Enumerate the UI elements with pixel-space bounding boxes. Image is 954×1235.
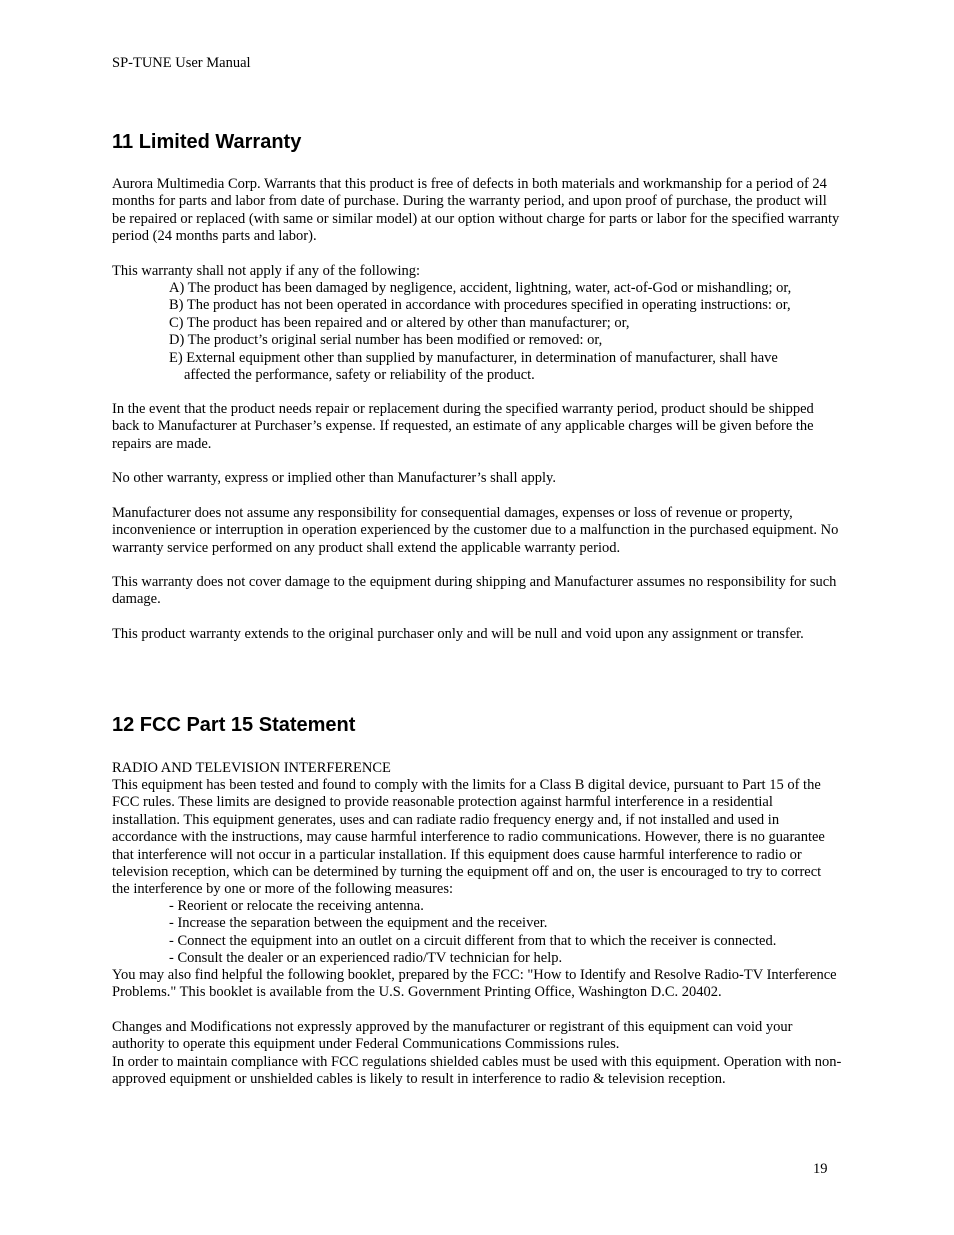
section-title-warranty: 11 Limited Warranty: [112, 131, 302, 153]
section-title-fcc: 12 FCC Part 15 Statement: [112, 714, 356, 736]
fcc-body: This equipment has been tested and found to comply with the limits for a Class B digital device, pursuant to Part 15 of the FCC rules. These limits are designed to provide reasonable protection against harmful interference in a residential installation. This equipment generates, uses and can radiate radio frequency energy and, if not installed and used in accordance with the instructions, may cause harmful interference to radio communications. However, there is no guarantee that interference will not occur in a particular installation. If this equipment does cause harmful interference to radio or television reception, which can be determined by turning the equipment off and on, the user is encouraged to try to correct the interference by one or more of the following measures:: [112, 777, 825, 898]
page-number: 19: [813, 1161, 828, 1177]
fcc-changes: Changes and Modifications not expressly approved by the manufacturer or registrant of this equipment can void your authority to operate this equipment under Federal Communications Commissions rules.: [112, 1019, 793, 1053]
measure-item: - Increase the separation between the equipment and the receiver.: [169, 915, 548, 932]
warranty-shipping: This warranty does not cover damage to the equipment during shipping and Manufacturer assumes no responsibility for such damage.: [112, 574, 837, 608]
exclusion-item: E) External equipment other than supplied by manufacturer, in determination of manufacturer, shall have: [169, 349, 778, 366]
warranty-repair: In the event that the product needs repair or replacement during the specified warranty period, product should be shipped back to Manufacturer at Purchaser’s expense. If requested, an estimate of any applicable charges will be given before the repairs are made.: [112, 401, 814, 452]
measure-item: - Reorient or relocate the receiving antenna.: [169, 898, 424, 914]
warranty-liability: Manufacturer does not assume any responsibility for consequential damages, expenses or loss of revenue or property, inconvenience or interruption in operation experienced by the customer due to a malfunction in the purchased equipment. No warranty service performed on any product shall extend the applicable warranty period.: [112, 505, 839, 556]
exclusion-item: B) The product has not been operated in accordance with procedures specified in operating instructions: or,: [169, 297, 791, 314]
running-header: SP-TUNE User Manual: [112, 55, 251, 71]
exclusion-item: A) The product has been damaged by negligence, accident, lightning, water, act-of-God or mishandling; or,: [169, 280, 792, 296]
fcc-booklet: You may also find helpful the following booklet, prepared by the FCC: "How to Identify and Resolve Radio-TV Interference Problems." This booklet is available from the U.S. Government Printing Office, Washington D.C. 20402.: [112, 967, 837, 1001]
exclusions-list: [112, 280, 852, 384]
exclusion-item: C) The product has been repaired and or altered by other than manufacturer; or,: [169, 314, 630, 331]
warranty-intro: Aurora Multimedia Corp. Warrants that this product is free of defects in both materials and workmanship for a period of 24 months for parts and labor from date of purchase. During the warranty period, and upon proof of purchase, the product will be repaired or replaced (with same or similar model) at our option without charge for parts or labor for the specified warranty period (24 months parts and labor).: [112, 176, 840, 245]
exclusions-lead: This warranty shall not apply if any of the following:: [112, 263, 421, 279]
fcc-cables: In order to maintain compliance with FCC regulations shielded cables must be used with this equipment. Operation with non-approved equipment or unshielded cables is likely to result in interference to radio & television reception.: [112, 1054, 842, 1088]
exclusion-item: D) The product’s original serial number has been modified or removed: or,: [169, 332, 603, 349]
warranty-transfer: This product warranty extends to the original purchaser only and will be null and void upon any assignment or transfer.: [112, 626, 804, 642]
exclusion-item-continued: affected the performance, safety or reliability of the product.: [184, 367, 535, 384]
fcc-subheading: RADIO AND TELEVISION INTERFERENCE: [112, 760, 391, 776]
measure-item: - Connect the equipment into an outlet on a circuit different from that to which the receiver is connected.: [169, 932, 777, 949]
measure-item: - Consult the dealer or an experienced radio/TV technician for help.: [169, 950, 563, 967]
warranty-no-other: No other warranty, express or implied other than Manufacturer’s shall apply.: [112, 470, 556, 486]
fcc-measures-list: [112, 898, 842, 968]
